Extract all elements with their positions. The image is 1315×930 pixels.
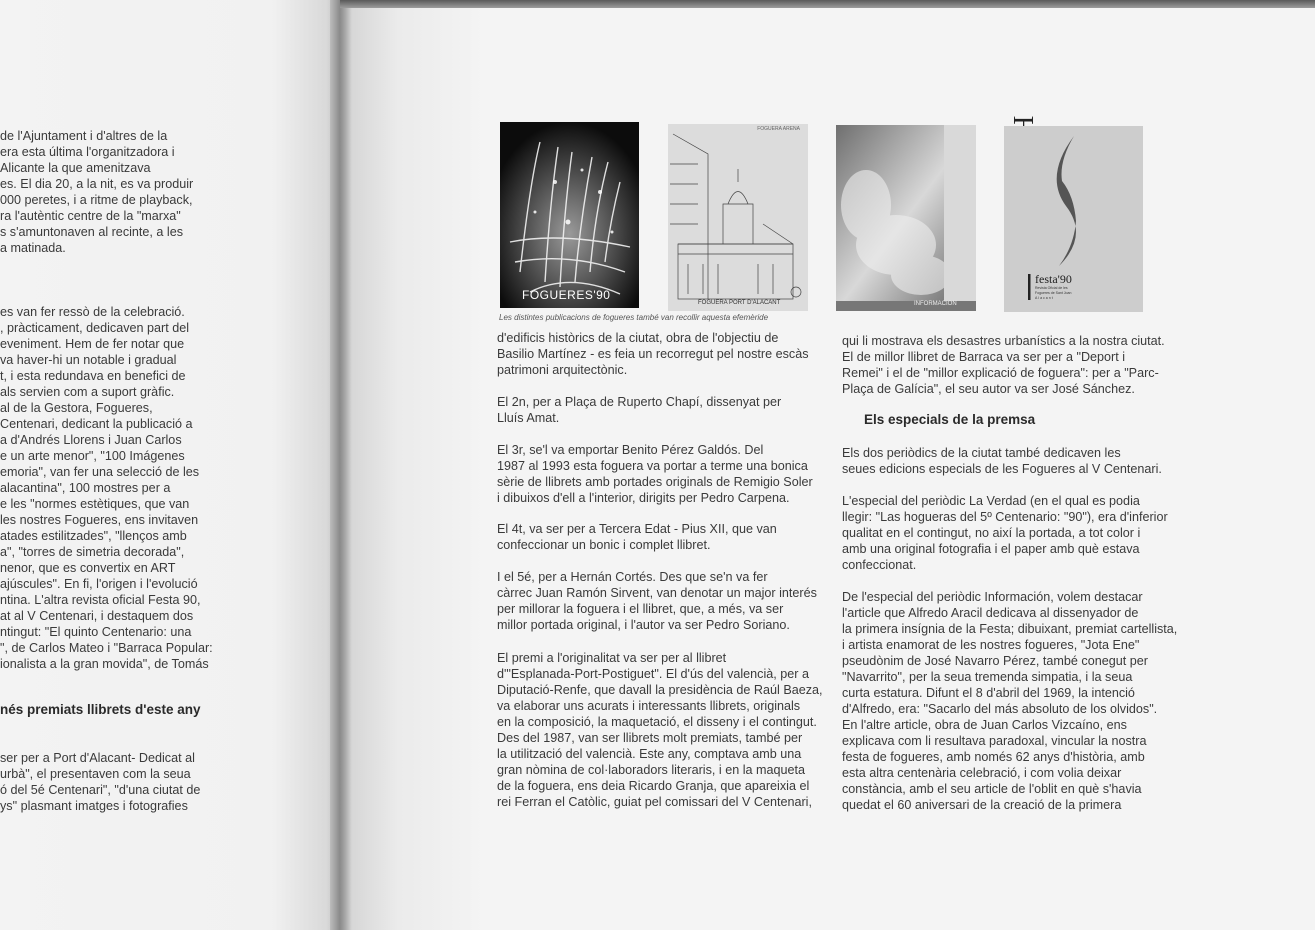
text-line: , pràcticament, dedicaven part del [0, 321, 190, 335]
text-line: e les "normes estètiques, que van [0, 497, 190, 511]
col2-paragraph-2 [842, 445, 1162, 477]
text-line: per millorar la foguera i el llibret, que, a més, va ser [497, 602, 784, 616]
col2-paragraph-4 [842, 589, 1178, 813]
text-line: en la composició, la maquetació, el disseny i el contingut. [497, 715, 817, 729]
text-line: a", "torres de simetria decorada", [0, 545, 185, 559]
text-line: d'edificis històrics de la ciutat, obra de l'objectiu de [497, 331, 779, 345]
book-gutter [330, 0, 352, 930]
text-line: Remei" i el de "millor explicació de foguera": per a "Parc- [842, 366, 1159, 380]
right-page [350, 6, 1315, 930]
cover-4-title: festa'90 [1035, 272, 1072, 286]
text-line: i dibuixos d'ell a l'interior, dirigits per Pedro Carpena. [497, 491, 790, 505]
text-line: a d'Andrés Llorens i Juan Carlos [0, 433, 182, 447]
cover-2-top-label: FOGUERA ARENA [757, 126, 800, 132]
col2-paragraph-3 [842, 493, 1168, 573]
text-line: "Navarrito", per la seua tremenda simpatia, i la seua [842, 670, 1133, 684]
cover-2-title: FOGUERA PORT D'ALACANT [698, 300, 781, 306]
text-line: constància, amb el seu article de l'oblit en què s'havia [842, 782, 1142, 796]
text-line: a matinada. [0, 241, 66, 255]
text-line: ajúscules". En fi, l'origen i l'evolució [0, 577, 198, 591]
text-line: millor portada original, i l'autor va ser Pedro Soriano. [497, 618, 790, 632]
col1-paragraph-3 [497, 442, 813, 506]
text-line: curta estatura. Difunt el 8 d'abril del 1969, la intenció [842, 686, 1135, 700]
text-line: 000 peretes, i a ritme de playback, [0, 193, 193, 207]
text-line: confeccionat. [842, 558, 917, 572]
text-line: En l'altre article, obra de Juan Carlos Vizcaíno, ens [842, 718, 1127, 732]
col2-paragraph-1 [842, 333, 1165, 397]
left-paragraph-2 [0, 304, 213, 672]
smoke-photo [836, 125, 976, 311]
text-line: esta altra centenària celebració, i com volia deixar [842, 766, 1122, 780]
text-line: Diputació-Renfe, que davall la presidència de Raúl Baeza, [497, 683, 823, 697]
text-line: eveniment. Hem de fer notar que [0, 337, 185, 351]
text-line: la primera insígnia de la Festa; dibuixant, premiat cartellista, [842, 622, 1178, 636]
text-line: Els dos periòdics de la ciutat també dedicaven les [842, 446, 1121, 460]
cover-hogueras [836, 125, 976, 311]
text-line: ser per a Port d'Alacant- Dedicat al [0, 751, 195, 765]
text-line: era esta última l'organitzadora i [0, 145, 175, 159]
text-line: ra l'autèntic centre de la "marxa" [0, 209, 181, 223]
text-line: nenor, que es convertix en ART [0, 561, 176, 575]
left-section-heading: nés premiats llibrets d'este any [0, 702, 201, 717]
text-line: patrimoni arquitectònic. [497, 363, 628, 377]
text-line: ntina. L'altra revista oficial Festa 90, [0, 593, 201, 607]
text-line: quedat el 60 aniversari de la creació de la primera [842, 798, 1122, 812]
cover-4-subtitle-2: Fogueres de Sant Joan [1035, 291, 1072, 295]
text-line: L'especial del periòdic La Verdad (en el qual es podia [842, 494, 1140, 508]
text-line: El 2n, per a Plaça de Ruperto Chapí, dissenyat per [497, 395, 782, 409]
left-paragraph-3 [0, 750, 200, 814]
cover-1-title: FOGUERES'90 [522, 288, 611, 302]
text-line: càrrec Juan Ramón Sirvent, van denotar un major interés [497, 586, 817, 600]
text-line: El 4t, va ser per a Tercera Edat - Pius XII, que van [497, 522, 777, 536]
text-line: gran nòmina de col·laboradors literaris, i en la maqueta [497, 763, 806, 777]
page-top-edge [340, 0, 1315, 8]
text-line: confeccionar un bonic i complet llibret. [497, 538, 711, 552]
text-line: atades estilitzades", "llenços amb [0, 529, 187, 543]
text-line: emoria", van fer una selecció de les [0, 465, 200, 479]
text-line: at al V Centenari, i destaquem dos [0, 609, 194, 623]
col1-paragraph-1 [497, 330, 809, 378]
text-line: explicava com li resultava paradoxal, vincular la nostra [842, 734, 1147, 748]
cover-4-subtitle-1: Revista Oficial de les [1035, 286, 1068, 290]
text-line: I el 5é, per a Hernán Cortés. Des que se'n va fer [497, 570, 768, 584]
text-line: De l'especial del periòdic Información, volem destacar [842, 590, 1143, 604]
text-line: ys" plasmant imatges i fotografies [0, 799, 188, 813]
col2-section-heading: Els especials de la premsa [864, 412, 1036, 427]
text-line: El 3r, se'l va emportar Benito Pérez Galdós. Del [497, 443, 764, 457]
text-line: amb una original fotografia i el paper amb què estava [842, 542, 1140, 556]
cover-foguera-port [668, 124, 808, 311]
wave-graphic [1004, 126, 1143, 312]
text-line: llegir: "Las hogueras del 5º Centenario: "90"), era d'inferior [842, 510, 1168, 524]
text-line: El de millor llibret de Barraca va ser per a "Deport i [842, 350, 1126, 364]
cover-festa-90 [1004, 126, 1143, 312]
text-line: Alicante la que amenitzava [0, 161, 151, 175]
cover-3-bottom-label: INFORMACION [914, 301, 957, 307]
text-line: rei Ferran el Catòlic, guiat pel comissari del V Centenari, [497, 795, 812, 809]
text-line: pseudònim de José Navarro Pérez, també conegut per [842, 654, 1148, 668]
text-line: d'"Esplanada-Port-Postiguet". El d'ús del valencià, per a [497, 667, 809, 681]
text-line: Basilio Martínez - es feia un recorregut pel nostre escàs [497, 347, 809, 361]
text-line: sèrie de llibrets amb portades originals de Remigio Soler [497, 475, 813, 489]
image-caption: Les distintes publicacions de fogueres també van recollir aquesta efemèride [499, 313, 769, 322]
col1-paragraph-6 [497, 650, 823, 810]
text-line: qui li mostrava els desastres urbanístics a la nostra ciutat. [842, 334, 1165, 348]
text-line: d'Alfredo, era: "Sacarlo del más absoluto de los olvidos". [842, 702, 1158, 716]
left-paragraph-1 [0, 128, 200, 256]
text-line: t, i esta redundava en benefici de [0, 369, 186, 383]
text-line: l'article que Alfredo Aracil dedicava al dissenyador de [842, 606, 1139, 620]
text-line: Centenari, dedicant la publicació a [0, 417, 193, 431]
text-line: qualitat en el contingut, no així la portada, a tot color i [842, 526, 1141, 540]
text-line: festa de fogueres, amb només 62 anys d'història, amb [842, 750, 1145, 764]
text-line: e un arte menor", "100 Imágenes [0, 449, 185, 463]
text-line: de l'Ajuntament i d'altres de la [0, 129, 168, 143]
col1-paragraph-5 [497, 569, 817, 633]
text-line: 1987 al 1993 esta foguera va portar a terme una bonica [497, 459, 808, 473]
building-drawing [668, 124, 808, 311]
text-line: les nostres Fogueres, ens invitaven [0, 513, 199, 527]
col1-paragraph-2 [497, 394, 799, 426]
text-line: Des del 1987, van ser llibrets molt premiats, també per [497, 731, 803, 745]
text-line: va elaborar uns acurats i interessants llibrets, originals [497, 699, 801, 713]
text-line: es van fer ressò de la celebració. [0, 305, 185, 319]
text-line: alacantina", 100 mostres per a [0, 481, 171, 495]
text-line: El premi a l'originalitat va ser per al llibret [497, 651, 727, 665]
cover-fogueres-90 [500, 122, 639, 308]
text-line: va haver-hi un notable i gradual [0, 353, 177, 367]
text-line: ionalista a la gran movida", de Tomás [0, 657, 209, 671]
col1-paragraph-4 [497, 521, 799, 553]
text-line: s s'amuntonaven al recinte, a les [0, 225, 184, 239]
text-line: Lluís Amat. [497, 411, 560, 425]
text-line: urbà", el presentaven com la seua [0, 767, 191, 781]
text-line: seues edicions especials de les Fogueres al V Centenari. [842, 462, 1162, 476]
text-line: ó del 5é Centenari", "d'una ciutat de [0, 783, 201, 797]
fireworks-photo [500, 122, 639, 308]
text-line: ntingut: "El quinto Centenario: una [0, 625, 192, 639]
text-line: ", de Carlos Mateo i "Barraca Popular: [0, 641, 213, 655]
text-line: i artista enamorat de les nostres fogueres, "Jota Ene" [842, 638, 1140, 652]
text-line: la utilització del valencià. Este any, comptava amb una [497, 747, 802, 761]
cover-4-subtitle-3: Alacant [1035, 296, 1054, 300]
text-line: de la foguera, ens deia Ricardo Granja, que apareixia el [497, 779, 810, 793]
text-line: al de la Gestora, Fogueres, [0, 401, 153, 415]
text-line: es. El dia 20, a la nit, es va produir [0, 177, 194, 191]
text-line: Plaça de Galícia", el seu autor va ser José Sánchez. [842, 382, 1135, 396]
text-line: als servien com a suport gràfic. [0, 385, 175, 399]
